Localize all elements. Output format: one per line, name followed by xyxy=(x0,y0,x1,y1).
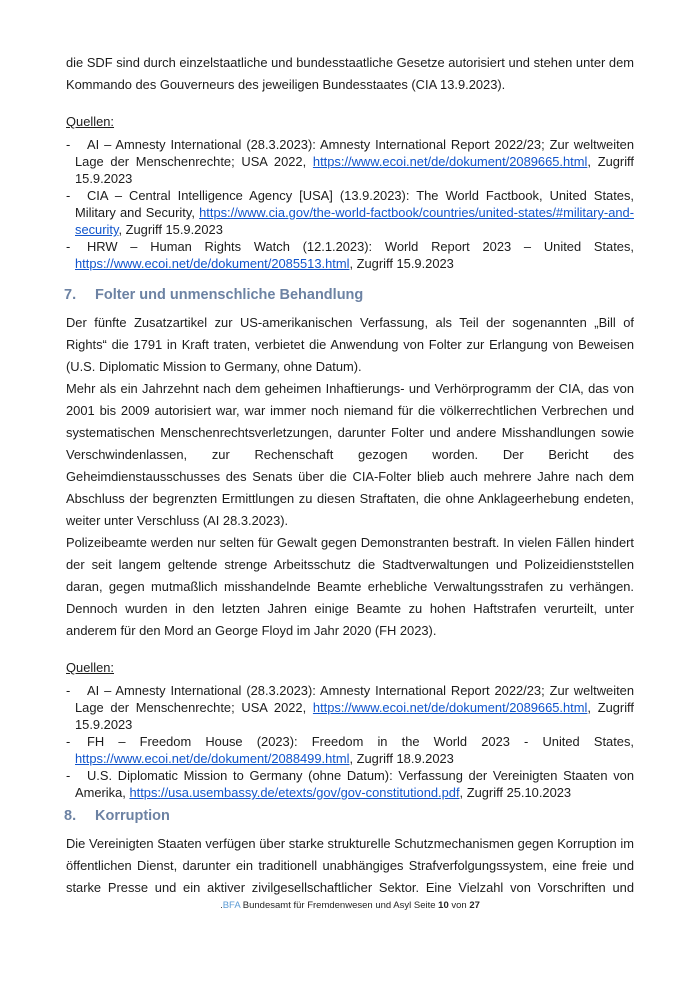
body-paragraph: Polizeibeamte werden nur selten für Gewalt gegen Demonstranten bestraft. In vielen Fällen hindert der seit langem geltende strenge Arbeitsschutz die Stadtverwaltungen und Polizeidienststellen daran, gegen mutmaßlich misshandelnde Beamte erhebliche Verwaltungsstrafen zu verhängen. Dennoch wurden in den letzten Jahren einige Beamte zu hohen Haftstrafen verurteilt, unter anderem für den Mord an George Floyd im Jahr 2020 (FH 2023). xyxy=(66,535,634,638)
source-item xyxy=(66,238,634,272)
source-link[interactable]: https://www.ecoi.net/de/dokument/2085513.html xyxy=(75,256,350,271)
source-item xyxy=(66,767,634,801)
heading-title: Folter und unmenschliche Behandlung xyxy=(95,287,364,303)
source-text: FH – Freedom House (2023): Freedom in the World 2023 - United States, xyxy=(87,734,634,749)
source-text: AI – Amnesty International (28.3.2023): Amnesty International Report 2022/23; Zur weltweiten Lage der Menschenrechte; USA 2022, xyxy=(75,137,634,169)
body-paragraph: Die Vereinigten Staaten verfügen über starke strukturelle Schutzmechanismen gegen Korruption im öffentlichen Dienst, darunter ein traditionell unabhängiges Strafverfolgungssystem, eine freie und starke Presse und ein aktiver zivilgesellschaftlicher Sektor. Eine Vielzahl von Vorschriften und xyxy=(66,836,634,895)
source-text: AI – Amnesty International (28.3.2023): Amnesty International Report 2022/23; Zur weltweiten Lage der Menschenrechte; USA 2022, xyxy=(75,683,634,715)
heading-title: Korruption xyxy=(95,808,170,824)
footer-page-label: Seite xyxy=(413,900,436,911)
list-dash-marker: - xyxy=(66,188,71,203)
source-item xyxy=(66,682,634,733)
footer-page-current: 10 xyxy=(438,900,449,911)
source-link[interactable]: https://www.ecoi.net/de/dokument/2088499.html xyxy=(75,751,350,766)
list-dash-marker: - xyxy=(66,768,71,783)
source-text: , Zugriff 25.10.2023 xyxy=(459,785,572,800)
document-page xyxy=(66,0,634,899)
source-item xyxy=(66,187,634,238)
source-link[interactable]: https://www.ecoi.net/de/dokument/2089665.html xyxy=(312,700,588,715)
list-dash-marker: - xyxy=(66,683,71,698)
footer-of-label: von xyxy=(451,900,467,911)
source-text: U.S. Diplomatic Mission to Germany (ohne Datum): Verfassung der Vereinigten Staaten von Amerika, xyxy=(75,768,634,800)
source-link[interactable]: https://usa.usembassy.de/etexts/gov/gov-constitutiond.pdf xyxy=(129,785,460,800)
list-dash-marker: - xyxy=(66,137,71,152)
source-text: , Zugriff 15.9.2023 xyxy=(349,256,454,271)
source-link[interactable]: https://www.cia.gov/the-world-factbook/countries/united-states/#military-and-security xyxy=(75,205,634,237)
page-footer xyxy=(0,900,700,912)
sources-label: Quellen: xyxy=(66,660,115,675)
source-item xyxy=(66,733,634,767)
section-heading-8 xyxy=(66,808,634,824)
footer-logo-dot: . xyxy=(220,900,223,911)
source-text: , Zugriff 18.9.2023 xyxy=(349,751,454,766)
body-paragraph: Mehr als ein Jahrzehnt nach dem geheimen Inhaftierungs- und Verhörprogramm der CIA, das von 2001 bis 2009 autorisiert war, war immer noch niemand für die völkerrechtlichen Verbrechen und systematischen Menschenrechtsverletzungen, darunter Folter und andere Misshandlungen sowie Verschwindenlassen, zur Rechenschaft gezogen worden. Der Bericht des Geheimdienstausschusses des Senats über die CIA-Folter blieb auch mehrere Jahre nach dem Abschluss der begrenzten Ermittlungen zu diesen Straftaten, die ohne Anklageerhebung endeten, weiter unter Verschluss (AI 28.3.2023). xyxy=(66,381,634,528)
source-text: , Zugriff 15.9.2023 xyxy=(75,700,634,732)
list-dash-marker: - xyxy=(66,239,71,254)
sources-list xyxy=(66,682,634,801)
source-text: , Zugriff 15.9.2023 xyxy=(75,154,634,186)
section-heading-7 xyxy=(66,287,634,303)
footer-page-total: 27 xyxy=(469,900,480,911)
heading-number: 7. xyxy=(64,287,77,303)
heading-number: 8. xyxy=(64,808,77,824)
list-dash-marker: - xyxy=(66,734,71,749)
footer-logo: BFA xyxy=(222,900,241,911)
source-text: CIA – Central Intelligence Agency [USA] (13.9.2023): The World Factbook, United States, Military and Security, xyxy=(75,188,634,220)
body-paragraph: Der fünfte Zusatzartikel zur US-amerikanischen Verfassung, als Teil der sogenannten „Bill of Rights“ die 1791 in Kraft traten, verbietet die Anwendung von Folter zur Erlangung von Beweisen (U.S. Diplomatic Mission to Germany, ohne Datum). xyxy=(66,315,634,374)
sources-label: Quellen: xyxy=(66,114,115,129)
footer-org-text: Bundesamt für Fremdenwesen und Asyl xyxy=(242,900,412,911)
body-paragraph: die SDF sind durch einzelstaatliche und bundesstaatliche Gesetze autorisiert und stehen unter dem Kommando des Gouverneurs des jeweiligen Bundesstaates (CIA 13.9.2023). xyxy=(66,55,634,92)
source-item xyxy=(66,136,634,187)
source-text: , Zugriff 15.9.2023 xyxy=(118,222,223,237)
source-text: HRW – Human Rights Watch (12.1.2023): World Report 2023 – United States, xyxy=(87,239,634,254)
source-link[interactable]: https://www.ecoi.net/de/dokument/2089665.html xyxy=(312,154,588,169)
sources-list xyxy=(66,136,634,272)
